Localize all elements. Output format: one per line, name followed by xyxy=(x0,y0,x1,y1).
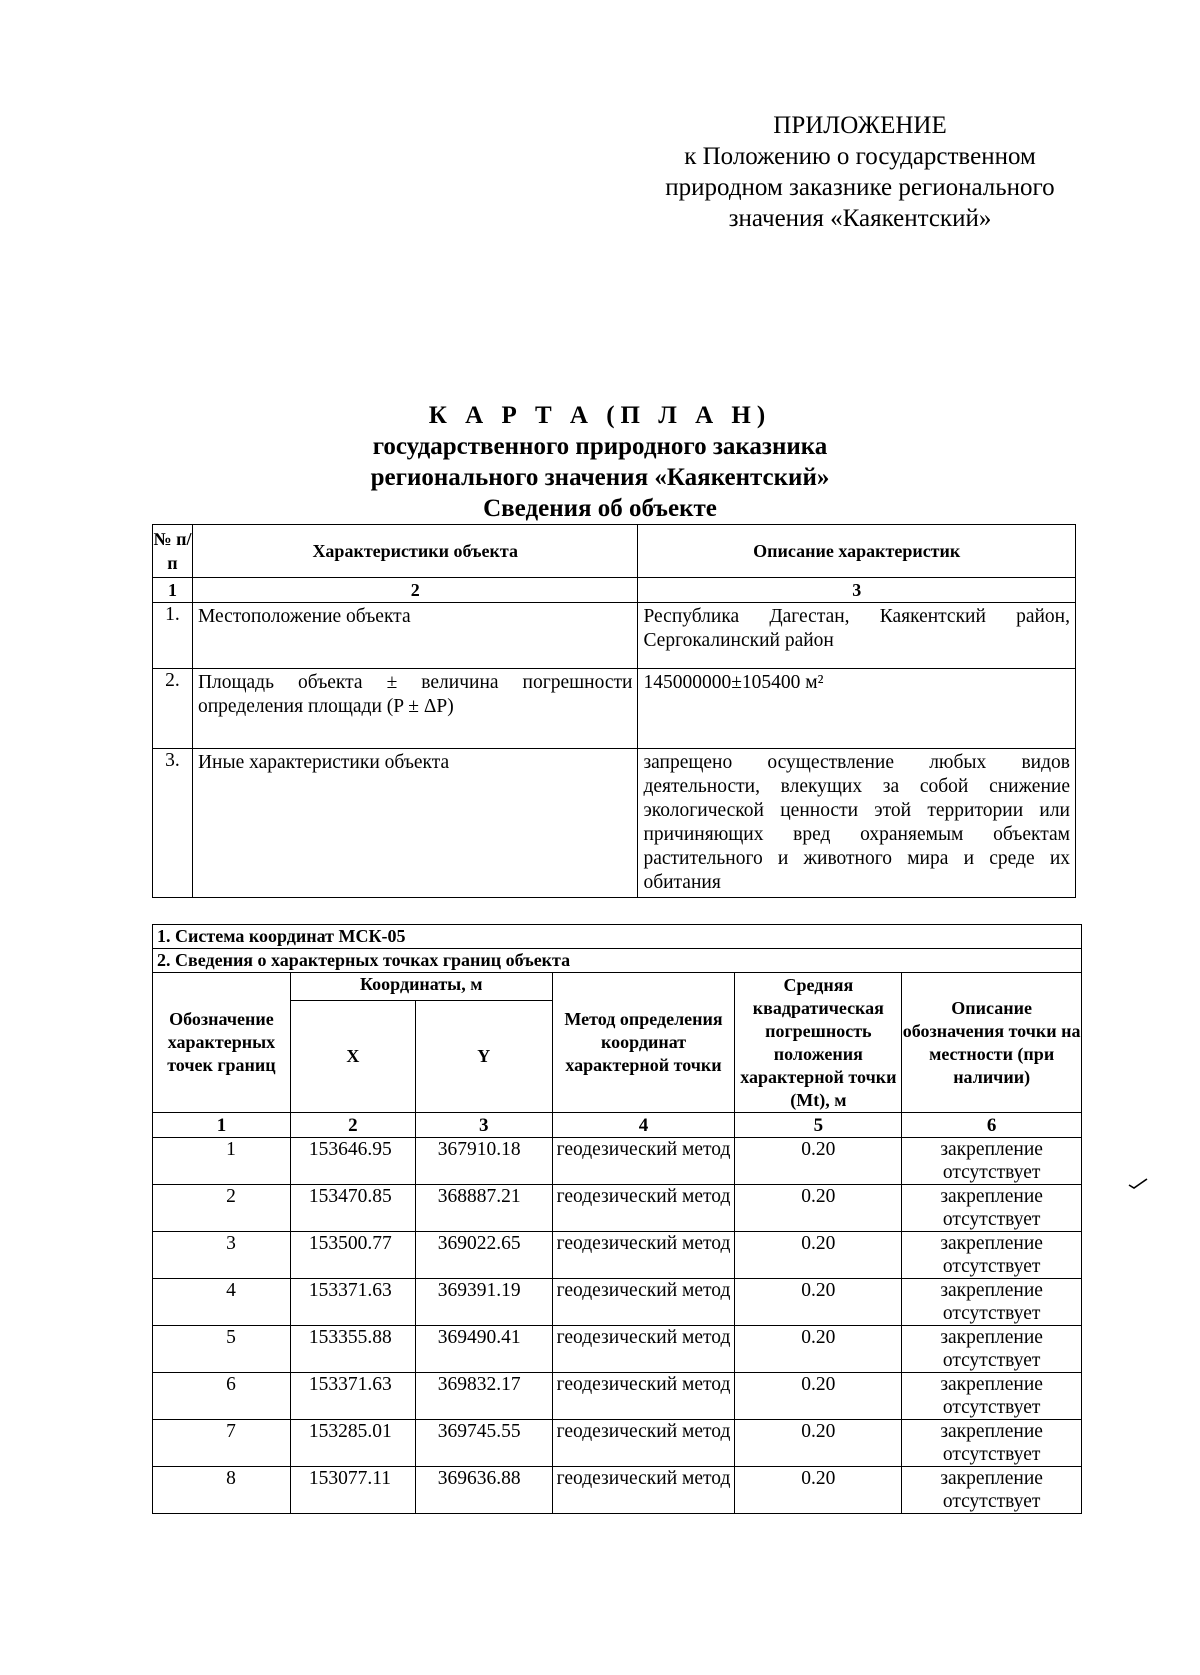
point-y: 369745.55 xyxy=(415,1420,552,1467)
point-accuracy: 0.20 xyxy=(735,1279,902,1326)
col-number: 5 xyxy=(735,1113,902,1138)
col-number: 1 xyxy=(153,1113,291,1138)
points-section-title: 2. Сведения о характерных точках границ объекта xyxy=(153,949,1082,973)
point-description: закрепление отсутствует xyxy=(902,1232,1082,1279)
point-id: 3 xyxy=(153,1232,291,1279)
table-row xyxy=(153,1467,1082,1514)
table-row xyxy=(153,749,1076,898)
row-desc: 145000000±105400 м² xyxy=(638,669,1076,749)
point-y: 369391.19 xyxy=(415,1279,552,1326)
header-characteristics: Характеристики объекта xyxy=(192,525,637,578)
table-row xyxy=(153,603,1076,669)
appendix-line: значения «Каякентский» xyxy=(728,205,992,232)
point-id: 5 xyxy=(153,1326,291,1373)
point-id: 4 xyxy=(153,1279,291,1326)
point-accuracy: 0.20 xyxy=(735,1138,902,1185)
table-row xyxy=(153,1185,1082,1232)
title-line: регионального значения «Каякентский» xyxy=(370,464,830,491)
point-y: 369022.65 xyxy=(415,1232,552,1279)
header-num: № п/п xyxy=(153,525,193,578)
col-number: 4 xyxy=(552,1113,735,1138)
point-id: 7 xyxy=(153,1420,291,1467)
col-number: 6 xyxy=(902,1113,1082,1138)
point-y: 369832.17 xyxy=(415,1373,552,1420)
table-row xyxy=(153,1232,1082,1279)
table-row xyxy=(153,1373,1082,1420)
point-y: 367910.18 xyxy=(415,1138,552,1185)
appendix-title: ПРИЛОЖЕНИЕ xyxy=(773,112,947,139)
header-point: Обозначение характерных точек границ xyxy=(153,973,291,1113)
table-row xyxy=(153,1279,1082,1326)
col-number: 3 xyxy=(415,1113,552,1138)
point-description: закрепление отсутствует xyxy=(902,1279,1082,1326)
header-point-description: Описание обозначения точки на местности (при наличии) xyxy=(902,973,1082,1113)
row-num: 3. xyxy=(153,749,193,898)
point-accuracy: 0.20 xyxy=(735,1185,902,1232)
point-x: 153470.85 xyxy=(290,1185,415,1232)
point-description: закрепление отсутствует xyxy=(902,1138,1082,1185)
table-row xyxy=(153,1138,1082,1185)
point-method: геодезический метод xyxy=(552,1467,735,1514)
col-number: 2 xyxy=(290,1113,415,1138)
point-method: геодезический метод xyxy=(552,1326,735,1373)
point-accuracy: 0.20 xyxy=(735,1326,902,1373)
appendix-line: природном заказнике регионального xyxy=(665,174,1055,201)
point-method: геодезический метод xyxy=(552,1185,735,1232)
point-id: 6 xyxy=(153,1373,291,1420)
coordinate-system: 1. Система координат МСК-05 xyxy=(153,925,1082,949)
header-x: X xyxy=(290,1001,415,1113)
row-desc: Республика Дагестан, Каякентский район, Сергокалинский район xyxy=(638,603,1076,669)
appendix-line: к Положению о государственном xyxy=(684,143,1036,170)
col-number: 3 xyxy=(638,578,1076,603)
point-y: 369490.41 xyxy=(415,1326,552,1373)
point-description: закрепление отсутствует xyxy=(902,1373,1082,1420)
point-id: 2 xyxy=(153,1185,291,1232)
header-coordinates: Координаты, м xyxy=(290,973,552,1001)
col-number: 1 xyxy=(153,578,193,603)
point-method: геодезический метод xyxy=(552,1279,735,1326)
point-description: закрепление отсутствует xyxy=(902,1185,1082,1232)
row-num: 2. xyxy=(153,669,193,749)
point-x: 153355.88 xyxy=(290,1326,415,1373)
title-line: государственного природного заказника xyxy=(372,433,828,460)
boundary-points-table xyxy=(152,924,1082,1514)
point-x: 153285.01 xyxy=(290,1420,415,1467)
point-accuracy: 0.20 xyxy=(735,1232,902,1279)
point-description: закрепление отсутствует xyxy=(902,1420,1082,1467)
point-method: геодезический метод xyxy=(552,1232,735,1279)
table-row xyxy=(153,1326,1082,1373)
object-info-table xyxy=(152,524,1076,898)
point-accuracy: 0.20 xyxy=(735,1373,902,1420)
header-accuracy: Средняя квадратическая погрешность положения характерной точки (Mt), м xyxy=(735,973,902,1113)
point-x: 153646.95 xyxy=(290,1138,415,1185)
title-object-info: Сведения об объекте xyxy=(483,495,717,522)
row-char: Площадь объекта ± величина погрешности определения площади (P ± ΔP) xyxy=(192,669,637,749)
point-x: 153077.11 xyxy=(290,1467,415,1514)
appendix-header xyxy=(600,110,1120,234)
row-char: Местоположение объекта xyxy=(192,603,637,669)
title-map-plan: К А Р Т А (П Л А Н) xyxy=(428,402,772,429)
point-id: 1 xyxy=(153,1138,291,1185)
table-row xyxy=(153,1420,1082,1467)
point-y: 369636.88 xyxy=(415,1467,552,1514)
row-char: Иные характеристики объекта xyxy=(192,749,637,898)
point-y: 368887.21 xyxy=(415,1185,552,1232)
point-id: 8 xyxy=(153,1467,291,1514)
point-x: 153371.63 xyxy=(290,1279,415,1326)
row-num: 1. xyxy=(153,603,193,669)
point-description: закрепление отсутствует xyxy=(902,1326,1082,1373)
header-description: Описание характеристик xyxy=(638,525,1076,578)
point-method: геодезический метод xyxy=(552,1420,735,1467)
point-x: 153500.77 xyxy=(290,1232,415,1279)
header-y: Y xyxy=(415,1001,552,1113)
document-title xyxy=(0,400,1200,524)
row-desc: запрещено осуществление любых видов деятельности, влекущих за собой снижение экологической ценности этой территории или причиняющих вред охраняемым объектам растительного и животного мира и среде их обитания xyxy=(638,749,1076,898)
point-description: закрепление отсутствует xyxy=(902,1467,1082,1514)
header-method: Метод определения координат характерной точки xyxy=(552,973,735,1113)
table-row xyxy=(153,669,1076,749)
point-accuracy: 0.20 xyxy=(735,1467,902,1514)
point-x: 153371.63 xyxy=(290,1373,415,1420)
col-number: 2 xyxy=(192,578,637,603)
point-method: геодезический метод xyxy=(552,1373,735,1420)
point-accuracy: 0.20 xyxy=(735,1420,902,1467)
pen-tick-mark xyxy=(1128,1178,1148,1190)
point-method: геодезический метод xyxy=(552,1138,735,1185)
